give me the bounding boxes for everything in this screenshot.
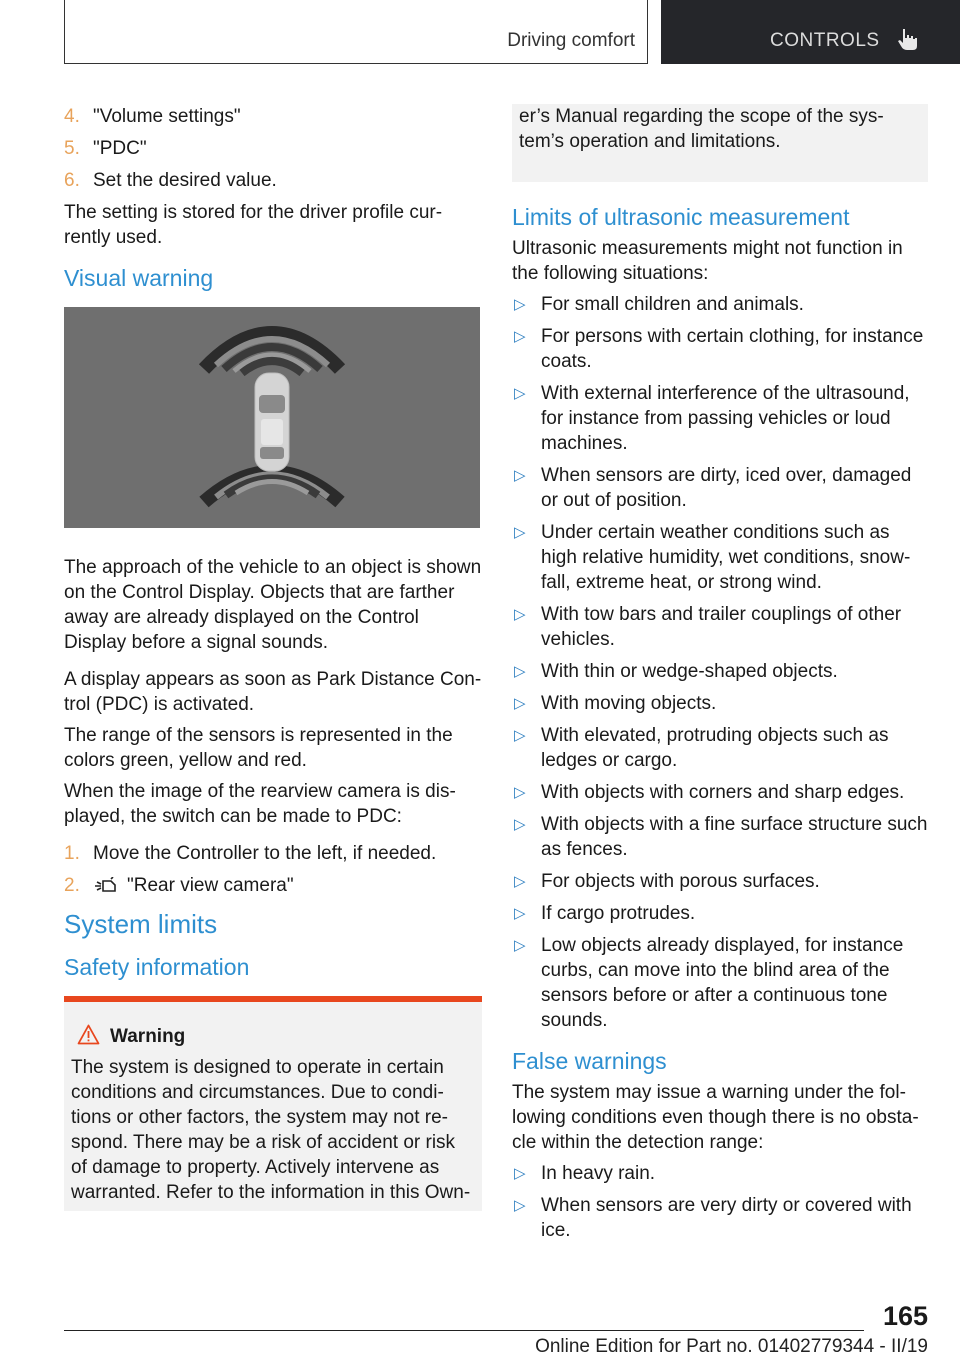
false-warnings-list: [512, 1161, 928, 1243]
visual-warning-heading: Visual warning: [64, 265, 214, 291]
step-number: 5.: [64, 138, 80, 159]
step-text: "Volume settings": [93, 106, 241, 127]
list-item-text: With external interference of the ultrasound, for instance from passing vehicles or loud machines.: [541, 383, 910, 454]
step-text: Move the Controller to the left, if needed.: [93, 843, 437, 864]
list-item-text: With thin or wedge-shaped objects.: [541, 661, 838, 682]
list-item: [512, 901, 928, 926]
warning-text: The system is designed to operate in certain conditions and circumstances. Due to condi‐tions or other factors, the system may not re‐spond. There may be a risk of accident or risk of damage to property. Actively intervene as warranted. Refer to the information in this Own‐: [71, 1057, 471, 1203]
step-item: [64, 841, 482, 866]
display-text: A display appears as soon as Park Distance Con‐trol (PDC) is activated.: [64, 669, 482, 715]
bullet-triangle-icon: ▷: [514, 937, 526, 954]
safety-information-heading: Safety information: [64, 954, 250, 980]
step-text: "PDC": [93, 138, 147, 159]
step-item: [64, 136, 482, 161]
chapter-title: CONTROLS: [770, 30, 880, 51]
step-number: 4.: [64, 106, 80, 127]
bullet-triangle-icon: ▷: [514, 467, 526, 484]
list-item-text: When sensors are very dirty or covered with ice.: [541, 1195, 912, 1241]
page-number: 165: [882, 1301, 928, 1331]
list-item: [512, 1193, 928, 1243]
list-item: [512, 381, 928, 456]
warning-title: Warning: [110, 1026, 186, 1047]
bullet-triangle-icon: ▷: [514, 873, 526, 890]
limits-list: [512, 292, 928, 1033]
bullet-triangle-icon: ▷: [514, 296, 526, 313]
list-item: [512, 292, 928, 317]
step-item: [64, 104, 482, 129]
list-item: [512, 324, 928, 374]
step-text: "Rear view camera": [127, 875, 294, 896]
approach-text: The approach of the vehicle to an object is shown on the Control Display. Objects that are farther away are already displayed on the Control Display before a signal sounds.: [64, 557, 482, 653]
bullet-triangle-icon: ▷: [514, 1165, 526, 1182]
pdc-visual-warning-figure: [64, 307, 480, 528]
list-item-text: Low objects already displayed, for instance curbs, can move into the blind area of the sensors before or after a continuous tone sounds.: [541, 935, 904, 1031]
hand-pointer-icon: [895, 26, 921, 52]
section-title: Driving comfort: [507, 30, 635, 51]
list-item-text: Under certain weather conditions such as high relative humidity, wet conditions, snow‐fall, extreme heat, or strong wind.: [541, 522, 911, 593]
stored-text: The setting is stored for the driver profile cur‐rently used.: [64, 202, 443, 248]
step-number: 6.: [64, 170, 80, 191]
list-item-text: If cargo protrudes.: [541, 903, 696, 924]
bullet-triangle-icon: ▷: [514, 727, 526, 744]
list-item-text: In heavy rain.: [541, 1163, 656, 1184]
list-item: [512, 869, 928, 894]
bullet-triangle-icon: ▷: [514, 663, 526, 680]
rearview-text: When the image of the rearview camera is dis‐played, the switch can be made to PDC:: [64, 781, 456, 827]
list-item: [512, 691, 928, 716]
list-item: [512, 780, 928, 805]
limits-intro: Ultrasonic measurements might not function in the following situations:: [512, 238, 903, 284]
list-item-text: For persons with certain clothing, for instance coats.: [541, 326, 924, 372]
step-item: [64, 168, 482, 193]
list-item-text: When sensors are dirty, iced over, damaged or out of position.: [541, 465, 912, 511]
list-item: [512, 520, 928, 595]
list-item-text: With objects with corners and sharp edges.: [541, 782, 905, 803]
range-text: The range of the sensors is represented in the colors green, yellow and red.: [64, 725, 453, 771]
list-item: [512, 933, 928, 1033]
step-item: [64, 873, 482, 898]
warning-box-continued: [512, 104, 928, 182]
list-item-text: With elevated, protruding objects such as ledges or cargo.: [541, 725, 889, 771]
list-item-text: With objects with a fine surface structure such as fences.: [541, 814, 928, 860]
list-item-text: For small children and animals.: [541, 294, 804, 315]
warning-box: [64, 996, 482, 1211]
list-item: [512, 812, 928, 862]
header-section-box: [64, 0, 648, 64]
footer-edition: Online Edition for Part no. 01402779344 - II/19: [535, 1336, 928, 1357]
list-item-text: For objects with porous surfaces.: [541, 871, 820, 892]
warning-continued-text: er’s Manual regarding the scope of the sys‐tem’s operation and limitations.: [519, 106, 884, 152]
rear-view-camera-icon: [93, 877, 119, 895]
footer-divider: [64, 1330, 864, 1331]
bullet-triangle-icon: ▷: [514, 524, 526, 541]
list-item: [512, 723, 928, 773]
list-item-text: With moving objects.: [541, 693, 717, 714]
bullet-triangle-icon: ▷: [514, 385, 526, 402]
false-warnings-heading: False warnings: [512, 1048, 667, 1074]
bullet-triangle-icon: ▷: [514, 606, 526, 623]
list-item: [512, 659, 928, 684]
list-item: [512, 463, 928, 513]
bullet-triangle-icon: ▷: [514, 1197, 526, 1214]
list-item: [512, 602, 928, 652]
left-column: [64, 104, 482, 1211]
list-item: [512, 1161, 928, 1186]
bullet-triangle-icon: ▷: [514, 816, 526, 833]
bullet-triangle-icon: ▷: [514, 328, 526, 345]
warning-title-row: [71, 1024, 475, 1049]
bullet-triangle-icon: ▷: [514, 695, 526, 712]
system-limits-heading: System limits: [64, 909, 218, 939]
bullet-triangle-icon: ▷: [514, 784, 526, 801]
step-number: 2.: [64, 875, 80, 896]
warning-triangle-icon: [77, 1024, 100, 1045]
bullet-triangle-icon: ▷: [514, 905, 526, 922]
step-text: Set the desired value.: [93, 170, 277, 191]
false-intro: The system may issue a warning under the fol‐lowing conditions even though there is no obsta‐cle within the detection range:: [512, 1082, 919, 1153]
step-number: 1.: [64, 843, 80, 864]
steps-top-list: [64, 104, 482, 193]
list-item-text: With tow bars and trailer couplings of other vehicles.: [541, 604, 902, 650]
right-column: [512, 104, 928, 1250]
limits-ultrasonic-heading: Limits of ultrasonic measurement: [512, 204, 850, 230]
header-chapter-box: [661, 0, 960, 64]
